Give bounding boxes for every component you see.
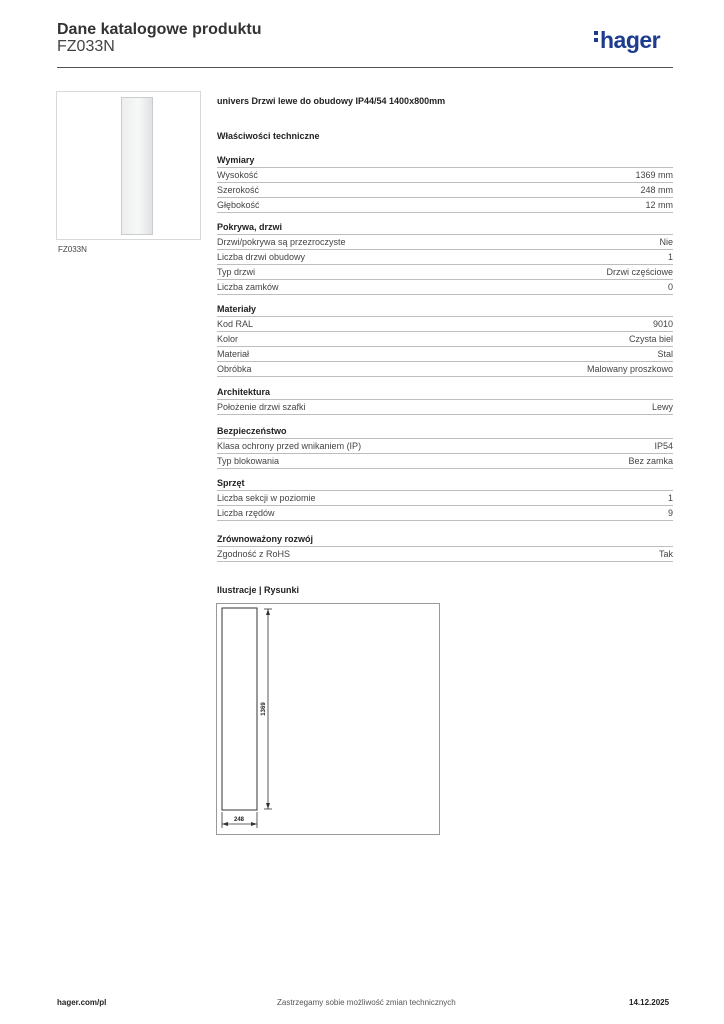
spec-row: [217, 235, 673, 250]
door-outline: [222, 608, 257, 810]
spec-row: [217, 362, 673, 377]
spec-value: 248 mm: [640, 185, 673, 195]
spec-label: Zgodność z RoHS: [217, 549, 291, 559]
dimension-drawing-frame: [216, 603, 440, 835]
section-title: Sprzęt: [217, 478, 673, 491]
section-title: Bezpieczeństwo: [217, 426, 673, 439]
spec-value: IP54: [654, 441, 673, 451]
spec-value: 1: [667, 252, 673, 262]
spec-value: 1369 mm: [635, 170, 673, 180]
spec-row: [217, 198, 673, 213]
spec-value: 12 mm: [645, 200, 673, 210]
spec-row: [217, 183, 673, 198]
section-title: Zrównoważony rozwój: [217, 534, 673, 547]
arrow-left-icon: [222, 822, 228, 826]
illustrations-heading: Ilustracje | Rysunki: [217, 585, 300, 595]
spec-value: Lewy: [651, 402, 673, 412]
spec-row: [217, 439, 673, 454]
door-panel-image: [121, 97, 153, 235]
width-dimension-label: 248: [233, 817, 245, 823]
section-title: Pokrywa, drzwi: [217, 222, 673, 235]
section-title: Materiały: [217, 304, 673, 317]
spec-value: 9010: [652, 319, 673, 329]
spec-row: [217, 168, 673, 183]
arrow-up-icon: [266, 609, 270, 615]
logo-dots-icon: [594, 31, 598, 45]
spec-label: Wysokość: [217, 170, 258, 180]
spec-row: [217, 265, 673, 280]
spec-label: Szerokość: [217, 185, 260, 195]
spec-label: Liczba zamków: [217, 282, 279, 292]
spec-value: Bez zamka: [628, 456, 673, 466]
spec-label: Kod RAL: [217, 319, 254, 329]
spec-label: Liczba drzwi obudowy: [217, 252, 306, 262]
spec-row: [217, 347, 673, 362]
hager-logo[interactable]: [594, 27, 660, 54]
section-sustainability: [217, 534, 673, 562]
dimension-drawing: [217, 604, 439, 834]
spec-value: 0: [667, 282, 673, 292]
document-title: Dane katalogowe produktu: [57, 21, 262, 38]
thumbnail-caption: FZ033N: [58, 245, 87, 254]
technical-properties-heading: Właściwości techniczne: [217, 131, 320, 141]
header-divider: [57, 67, 673, 68]
spec-row: [217, 317, 673, 332]
spec-label: Obróbka: [217, 364, 252, 374]
product-thumbnail: [56, 91, 201, 240]
arrow-down-icon: [266, 803, 270, 809]
spec-label: Kolor: [217, 334, 239, 344]
spec-row: [217, 491, 673, 506]
spec-value: Nie: [659, 237, 673, 247]
spec-label: Typ blokowania: [217, 456, 280, 466]
product-code: FZ033N: [57, 38, 115, 55]
spec-row: [217, 280, 673, 295]
spec-label: Drzwi/pokrywa są przezroczyste: [217, 237, 346, 247]
logo-text: hager: [600, 27, 661, 53]
height-dimension-label: 1369: [261, 702, 267, 716]
spec-value: Malowany proszkowo: [586, 364, 673, 374]
spec-label: Liczba rzędów: [217, 508, 275, 518]
section-hardware: [217, 478, 673, 521]
section-safety: [217, 426, 673, 469]
spec-label: Materiał: [217, 349, 250, 359]
spec-label: Głębokość: [217, 200, 260, 210]
spec-row: [217, 250, 673, 265]
footer-date: 14.12.2025: [629, 998, 670, 1007]
section-dimensions: [217, 155, 673, 213]
arrow-right-icon: [251, 822, 257, 826]
spec-label: Typ drzwi: [217, 267, 256, 277]
spec-label: Liczba sekcji w poziomie: [217, 493, 316, 503]
footer-website-link[interactable]: hager.com/pl: [57, 998, 107, 1007]
spec-row: [217, 506, 673, 521]
spec-label: Klasa ochrony przed wnikaniem (IP): [217, 441, 362, 451]
section-door-cover: [217, 222, 673, 295]
spec-value: Czysta biel: [628, 334, 673, 344]
section-title: Wymiary: [217, 155, 673, 168]
section-title: Architektura: [217, 387, 673, 400]
product-name: univers Drzwi lewe do obudowy IP44/54 1400x800mm: [217, 96, 446, 106]
section-architecture: [217, 387, 673, 415]
spec-value: Stal: [657, 349, 673, 359]
spec-label: Położenie drzwi szafki: [217, 402, 306, 412]
spec-value: Tak: [658, 549, 673, 559]
footer-disclaimer: Zastrzegamy sobie możliwość zmian technicznych: [277, 998, 456, 1007]
spec-row: [217, 547, 673, 562]
spec-value: 1: [667, 493, 673, 503]
spec-row: [217, 454, 673, 469]
spec-row: [217, 400, 673, 415]
spec-value: 9: [667, 508, 673, 518]
section-materials: [217, 304, 673, 377]
spec-row: [217, 332, 673, 347]
spec-value: Drzwi częściowe: [606, 267, 673, 277]
